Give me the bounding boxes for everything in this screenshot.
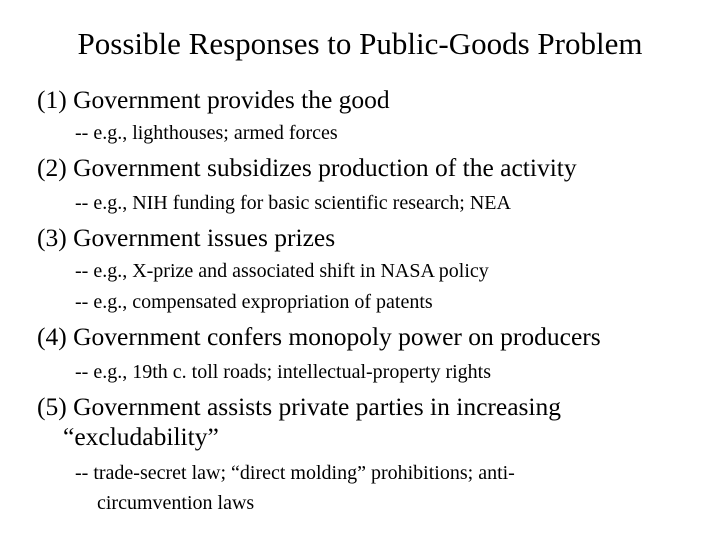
response-5-example-line-2: circumvention laws: [97, 492, 255, 514]
response-3-heading: (3) Government issues prizes: [37, 223, 336, 252]
response-1-heading: (1) Government provides the good: [37, 85, 390, 114]
response-5-heading-line-1: (5) Government assists private parties in increasing: [37, 392, 562, 421]
response-2-heading: (2) Government subsidizes production of the activity: [37, 153, 577, 182]
response-3-example-1: -- e.g., X-prize and associated shift in NASA policy: [75, 260, 489, 282]
response-3-example-2: -- e.g., compensated expropriation of patents: [75, 291, 433, 313]
response-5-example: [75, 461, 515, 515]
response-5-heading-line-2: “excludability”: [63, 422, 219, 451]
response-4-example: -- e.g., 19th c. toll roads; intellectual-property rights: [75, 361, 491, 383]
response-4-heading: (4) Government confers monopoly power on producers: [37, 322, 601, 351]
response-1-example: -- e.g., lighthouses; armed forces: [75, 122, 338, 144]
response-5-example-line-1: -- trade-secret law; “direct molding” prohibitions; anti-: [75, 462, 515, 484]
slide-title: Possible Responses to Public-Goods Problem: [77, 26, 643, 61]
response-2-example: -- e.g., NIH funding for basic scientific research; NEA: [75, 192, 511, 214]
response-5-heading: [37, 392, 561, 452]
